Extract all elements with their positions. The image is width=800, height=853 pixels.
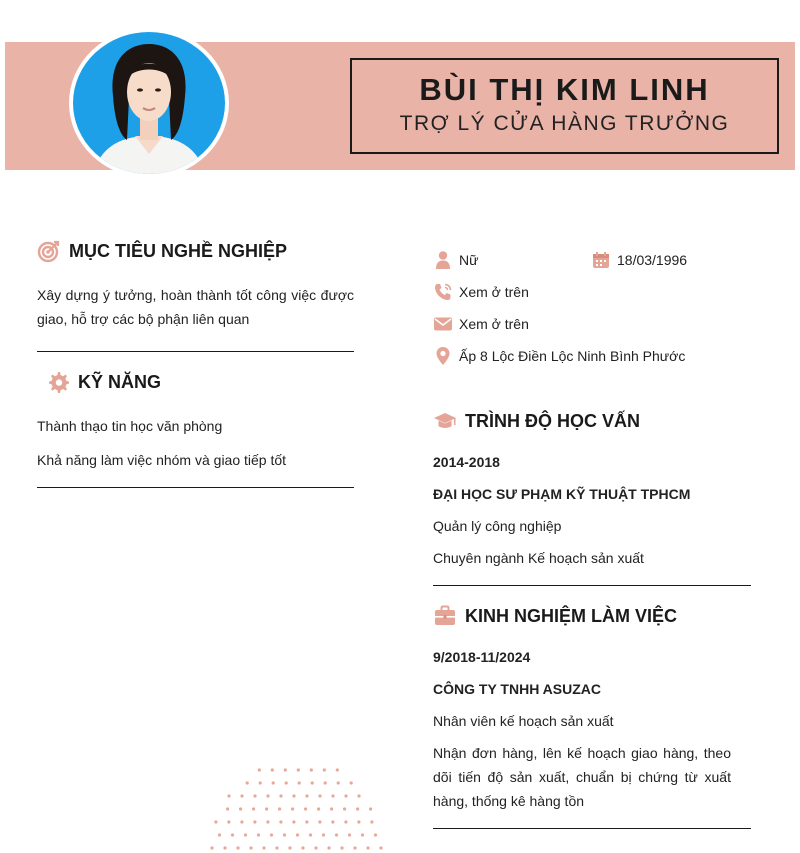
decorative-dot (218, 833, 221, 836)
gender-row (433, 250, 478, 270)
decorative-dot (210, 846, 213, 849)
candidate-name: BÙI THỊ KIM LINH (419, 72, 710, 107)
objective-text: Xây dựng ý tưởng, hoàn thành tốt công việc được giao, hỗ trợ các bộ phận liên quan (37, 287, 354, 327)
decorative-dot (369, 807, 372, 810)
decorative-dot (337, 781, 340, 784)
location-pin-icon (433, 346, 453, 366)
decorative-dot (353, 846, 356, 849)
calendar-icon (591, 250, 611, 270)
decorative-dot (344, 820, 347, 823)
decorative-dot (314, 846, 317, 849)
decorative-dot (257, 833, 260, 836)
decorative-dot (283, 833, 286, 836)
decorative-dot (226, 807, 229, 810)
decorative-dot (296, 833, 299, 836)
divider (37, 351, 354, 352)
decorative-dot (350, 781, 353, 784)
decorative-dot (270, 833, 273, 836)
skill-item: Thành thạo tin học văn phòng (37, 418, 223, 434)
name-box (350, 58, 779, 154)
decorative-dot (318, 794, 321, 797)
objective-heading-text: MỤC TIÊU NGHỀ NGHIỆP (69, 240, 288, 261)
birthdate-row (591, 250, 687, 270)
avatar (69, 28, 229, 178)
decorative-dot (249, 846, 252, 849)
gear-icon (46, 370, 70, 394)
address-value: Ấp 8 Lộc Điền Lộc Ninh Bình Phước (459, 348, 686, 364)
decorative-dot (236, 846, 239, 849)
decorative-dot (344, 794, 347, 797)
education-heading-text: TRÌNH ĐỘ HỌC VẤN (465, 410, 640, 431)
decorative-dot (259, 781, 262, 784)
decorative-dot (271, 768, 274, 771)
decorative-dot (227, 820, 230, 823)
phone-row (433, 282, 529, 302)
decorative-dot (356, 807, 359, 810)
decorative-dot (348, 833, 351, 836)
decorative-dot (288, 846, 291, 849)
decorative-dot (258, 768, 261, 771)
decorative-dot (336, 768, 339, 771)
decorative-dot (292, 820, 295, 823)
decorative-dot (310, 768, 313, 771)
experience-description: Nhận đơn hàng, lên kế hoạch giao hàng, theo dõi tiến độ sản xuất, chuẩn bị chứng từ xuất hàng, thống kê hàng tồn (433, 745, 731, 809)
decorative-dot (253, 794, 256, 797)
decorative-dot (272, 781, 275, 784)
education-specialization: Chuyên ngành Kế hoạch sản xuất (433, 550, 644, 566)
decorative-dot (318, 820, 321, 823)
decorative-dot (244, 833, 247, 836)
decorative-dot (284, 768, 287, 771)
decorative-dot (301, 846, 304, 849)
decorative-dot (309, 833, 312, 836)
divider (433, 828, 751, 829)
address-row (433, 346, 685, 366)
experience-heading-text: KINH NGHIỆM LÀM VIỆC (465, 605, 678, 626)
decorative-dot (327, 846, 330, 849)
decorative-dot (357, 794, 360, 797)
decorative-dot (265, 807, 268, 810)
gender-value: Nữ (459, 252, 479, 268)
experience-company: CÔNG TY TNHH ASUZAC (433, 681, 601, 697)
decorative-dot (324, 781, 327, 784)
decorative-dot (275, 846, 278, 849)
decorative-dot (340, 846, 343, 849)
experience-position: Nhân viên kế hoạch sản xuất (433, 713, 614, 729)
phone-value: Xem ở trên (459, 284, 529, 300)
decorative-dot (304, 807, 307, 810)
email-value: Xem ở trên (459, 316, 529, 332)
decorative-dots (205, 768, 395, 853)
decorative-dot (292, 794, 295, 797)
decorative-dot (231, 833, 234, 836)
decorative-dot (285, 781, 288, 784)
decorative-dot (357, 820, 360, 823)
phone-icon (433, 282, 453, 302)
education-heading (433, 409, 640, 433)
decorative-dot (305, 794, 308, 797)
target-icon (37, 239, 61, 263)
decorative-dot (214, 820, 217, 823)
decorative-dot (223, 846, 226, 849)
envelope-icon (433, 314, 453, 334)
decorative-dot (317, 807, 320, 810)
decorative-dot (266, 820, 269, 823)
decorative-dot (253, 820, 256, 823)
graduation-cap-icon (433, 409, 457, 433)
skills-heading (46, 370, 161, 394)
decorative-dot (279, 820, 282, 823)
decorative-dot (323, 768, 326, 771)
decorative-dot (291, 807, 294, 810)
decorative-dot (330, 807, 333, 810)
decorative-dot (246, 781, 249, 784)
decorative-dot (239, 807, 242, 810)
profile-photo (73, 32, 225, 174)
decorative-dot (227, 794, 230, 797)
briefcase-icon (433, 604, 457, 628)
decorative-dot (343, 807, 346, 810)
decorative-dot (331, 820, 334, 823)
decorative-dot (266, 794, 269, 797)
decorative-dot (305, 820, 308, 823)
decorative-dot (252, 807, 255, 810)
decorative-dot (374, 833, 377, 836)
education-period: 2014-2018 (433, 454, 500, 470)
job-title: TRỢ LÝ CỬA HÀNG TRƯỞNG (399, 112, 730, 135)
experience-period: 9/2018-11/2024 (433, 649, 531, 665)
decorative-dot (370, 820, 373, 823)
decorative-dot (279, 794, 282, 797)
education-major: Quản lý công nghiệp (433, 518, 562, 534)
decorative-dot (331, 794, 334, 797)
education-school: ĐẠI HỌC SƯ PHẠM KỸ THUẬT TPHCM (433, 486, 691, 502)
divider (37, 487, 354, 488)
decorative-dot (322, 833, 325, 836)
decorative-dot (366, 846, 369, 849)
person-icon (433, 250, 453, 270)
decorative-dot (240, 794, 243, 797)
decorative-dot (298, 781, 301, 784)
skills-heading-text: KỸ NĂNG (78, 371, 162, 392)
decorative-dot (335, 833, 338, 836)
skill-item: Khả năng làm việc nhóm và giao tiếp tốt (37, 452, 287, 468)
decorative-dot (361, 833, 364, 836)
decorative-dot (262, 846, 265, 849)
experience-heading (433, 604, 677, 628)
objective-heading (37, 239, 287, 263)
decorative-dot (297, 768, 300, 771)
birthdate-value: 18/03/1996 (617, 252, 688, 268)
decorative-dot (311, 781, 314, 784)
decorative-dot (240, 820, 243, 823)
decorative-dot (379, 846, 382, 849)
email-row (433, 314, 529, 334)
divider (433, 585, 751, 586)
decorative-dot (278, 807, 281, 810)
